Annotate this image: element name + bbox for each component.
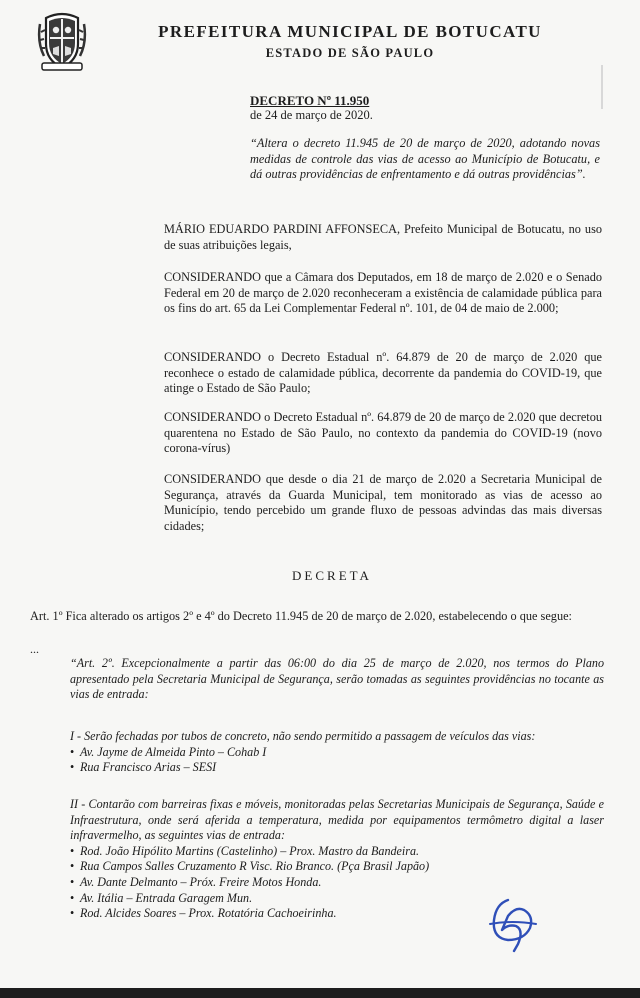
- list-item: [70, 875, 604, 891]
- header-title: PREFEITURA MUNICIPAL DE BOTUCATU: [158, 22, 542, 41]
- list-item-text: Rua Francisco Arias – SESI: [80, 760, 217, 775]
- bullet: •: [70, 744, 75, 759]
- list-item-text: Rua Campos Salles Cruzamento R Visc. Rio Branco. (Pça Brasil Japão): [80, 859, 430, 874]
- ellipsis: ...: [30, 642, 39, 656]
- decree-date: de 24 de março de 2020.: [250, 108, 373, 122]
- bullet: •: [70, 760, 75, 775]
- list-item-text: Av. Itália – Entrada Garagem Mun.: [80, 890, 253, 905]
- bullet: •: [70, 906, 75, 921]
- decree-ementa: “Altera o decreto 11.945 de 20 de março de 2020, adotando novas medidas de controle das vias de acesso ao Município de Botucatu, e dá outras providências de enfrentamento e dá outras providências”.: [250, 136, 600, 181]
- section-1: [70, 729, 604, 776]
- list-item-text: Rod. Alcides Soares – Prox. Rotatória Cachoeirinha.: [80, 906, 337, 921]
- bottom-border: [0, 988, 640, 998]
- considerando-3: CONSIDERANDO o Decreto Estadual nº. 64.879 de 20 de março de 2.020 que decretou quarentena no Estado de São Paulo, no contexto da pandemia do COVID-19 (novo corona-vírus): [164, 410, 602, 456]
- list-item: [70, 745, 604, 761]
- bullet: •: [70, 859, 75, 874]
- list-item-text: Av. Dante Delmanto – Próx. Freire Motos Honda.: [80, 874, 322, 889]
- section-1-heading: I - Serão fechadas por tubos de concreto, não sendo permitido a passagem de veículos das vias:: [70, 729, 536, 743]
- list-item: [70, 844, 604, 860]
- header-subtitle: ESTADO DE SÃO PAULO: [265, 46, 435, 60]
- decreta-heading: DECRETA: [292, 568, 372, 583]
- list-item: [70, 859, 604, 875]
- list-item-text: Av. Jayme de Almeida Pinto – Cohab I: [80, 744, 267, 759]
- bullet: •: [70, 890, 75, 905]
- bullet: •: [70, 874, 75, 889]
- bullet: •: [70, 843, 75, 858]
- article-2: “Art. 2º. Excepcionalmente a partir das 06:00 do dia 25 de março de 2.020, nos termos do Plano apresentado pela Secretaria Municipal de Segurança, serão tomadas as seguintes providências no tocante as vias de entrada:: [70, 656, 604, 702]
- considerando-4: CONSIDERANDO que desde o dia 21 de março de 2.020 a Secretaria Municipal de Segurança, através da Guarda Municipal, tem monitorado as vias de acesso ao Município, tendo percebido um grande fluxo de pessoas advindas das mais diversas cidades;: [164, 472, 602, 533]
- considerando-2: CONSIDERANDO o Decreto Estadual nº. 64.879 de 20 de março de 2.020 que reconhece o estado de calamidade pública, decorrente da pandemia do COVID-19, que atinge o Estado de São Paulo;: [164, 350, 602, 396]
- list-item-text: Rod. João Hipólito Martins (Castelinho) – Prox. Mastro da Bandeira.: [80, 843, 420, 858]
- page-edge-mark: [601, 65, 603, 109]
- signature-icon: [478, 894, 550, 954]
- section-1-list: [70, 745, 604, 776]
- decree-title: DECRETO Nº 11.950: [250, 93, 370, 108]
- article-1: Art. 1º Fica alterado os artigos 2º e 4º do Decreto 11.945 de 20 de março de 2.020, estabelecendo o que segue:: [30, 609, 572, 623]
- section-2-heading: II - Contarão com barreiras fixas e móveis, monitoradas pelas Secretarias Municipais de Segurança, Saúde e Infraestrutura, onde será aferida a temperatura, medida por equipamentos termômetro digital a laser infravermelho, as seguintes vias de entrada:: [70, 797, 604, 843]
- considerando-1: CONSIDERANDO que a Câmara dos Deputados, em 18 de março de 2.020 e o Senado Federal em 20 de março de 2.020 reconheceram a existência de calamidade pública para os fins do art. 65 da Lei Complementar Federal nº. 101, de 04 de maio de 2.000;: [164, 270, 602, 316]
- preamble-mayor: MÁRIO EDUARDO PARDINI AFFONSECA, Prefeito Municipal de Botucatu, no uso de suas atribuições legais,: [164, 222, 602, 252]
- list-item: [70, 760, 604, 776]
